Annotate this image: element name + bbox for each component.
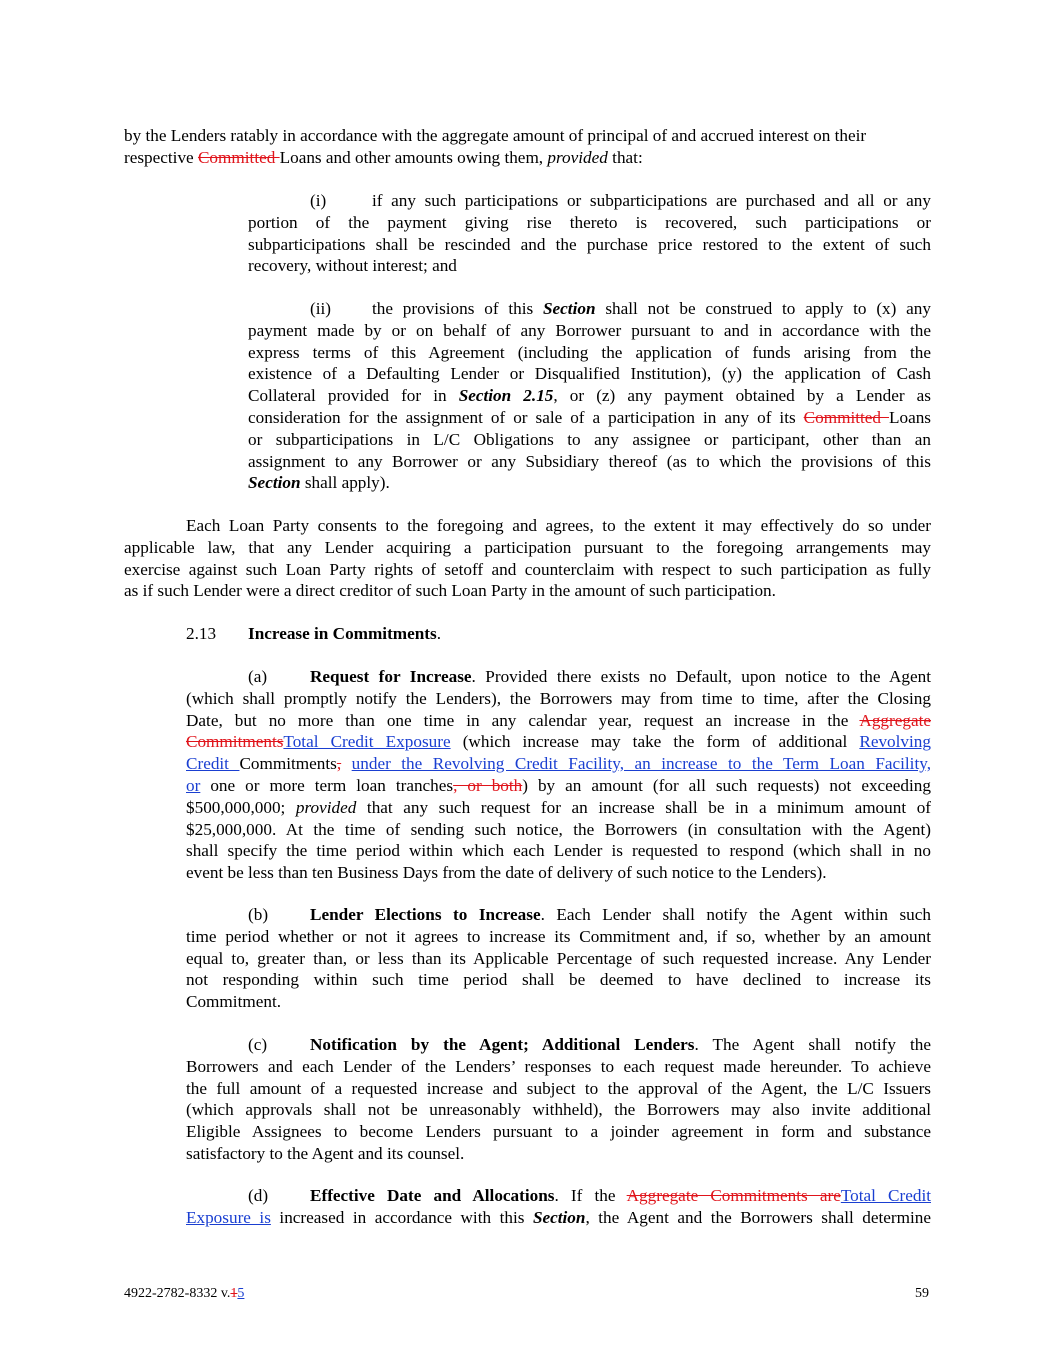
text-line: not responding within such time period shall be deemed to have declined to increase its	[186, 970, 931, 990]
clause-number: (i)	[310, 191, 327, 210]
inserted-text: Exposure is	[186, 1207, 271, 1227]
text-line: (c) Notification by the Agent; Additional Lenders. The Agent shall notify the	[248, 1035, 932, 1054]
paragraph-lenders-ratably	[124, 125, 931, 169]
inserted-text: or	[186, 775, 201, 795]
text-line: exercise against such Loan Party rights of setoff and counterclaim with respect to such participation as fully	[124, 559, 931, 579]
subsection-b	[186, 904, 931, 1013]
text-line: (a) Request for Increase. Provided there exists no Default, upon notice to the Agent	[248, 667, 931, 686]
text-line: satisfactory to the Agent and its counsel.	[186, 1143, 465, 1163]
deleted-text: 1	[230, 1286, 238, 1301]
inserted-text: Revolving	[859, 732, 931, 752]
text-line: existence of a Defaulting Lender or Disqualified Institution), (y) the application of Cash	[248, 364, 931, 384]
text-line: (which approvals shall not be unreasonably withheld), the Borrowers may also invite additional	[186, 1100, 931, 1120]
text-line: Borrowers and each Lender of the Lenders’ responses to each request made hereunder. To achieve	[186, 1056, 931, 1076]
inserted-text: Total Credit	[840, 1186, 931, 1205]
text-line: recovery, without interest; and	[248, 256, 457, 276]
text-line: Exposure is increased in accordance with this Section, the Agent and the Borrowers shall determine	[186, 1207, 931, 1227]
text-line: (which shall promptly notify the Lenders), the Borrowers may from time to time, after the Closing	[186, 688, 931, 708]
text-line: consideration for the assignment of or sale of a participation in any of its Committed Loans	[248, 407, 931, 427]
inserted-text: Total Credit Exposure	[283, 732, 451, 752]
clause-number: (c)	[248, 1035, 268, 1054]
text-line: time period whether or not it agrees to increase its Commitment and, if so, whether by an amount	[186, 926, 931, 946]
text-line: Each Loan Party consents to the foregoing and agrees, to the extent it may effectively do so under	[186, 516, 931, 535]
inserted-text: Credit	[186, 754, 240, 774]
deleted-text: Committed	[197, 147, 280, 167]
text-line: (b) Lender Elections to Increase. Each Lender shall notify the Agent within such	[248, 905, 931, 924]
text-line: (d) Effective Date and Allocations. If the Aggregate Commitments areTotal Credit	[248, 1186, 931, 1205]
subsection-d	[186, 1185, 931, 1229]
text-line: event be less than ten Business Days from the date of delivery of such notice to the Lenders).	[186, 863, 827, 883]
page-number: 59	[915, 1286, 929, 1301]
subsection-c	[186, 1034, 931, 1165]
text-line: $25,000,000. At the time of sending such notice, the Borrowers (in consultation with the Agent)	[186, 819, 931, 839]
text-line: Credit Commitments, under the Revolving Credit Facility, an increase to the Term Loan Facility,	[186, 754, 932, 774]
text-line: respective Committed Loans and other amounts owing them, provided that:	[124, 147, 643, 167]
clause-number: (b)	[248, 905, 269, 924]
text-line: or one or more term loan tranches, or both) by an amount (for all such requests) not exceeding	[186, 775, 931, 795]
text-line: the full amount of a requested increase and subject to the approval of the Agent, the L/C Issuers	[186, 1078, 931, 1098]
clause-number: (a)	[248, 667, 268, 686]
clause-ii	[248, 298, 931, 494]
text-line: Eligible Assignees to become Lenders pursuant to a joinder agreement in form and substance	[186, 1122, 931, 1142]
deleted-text: ,	[336, 754, 342, 774]
deleted-text: Commitments	[186, 732, 284, 752]
clause-number: (ii)	[310, 299, 331, 318]
deleted-text: Aggregate	[859, 710, 931, 730]
text-line: Collateral provided for in Section 2.15, or (z) any payment obtained by a Lender as	[248, 386, 931, 406]
inserted-text: under the Revolving Credit Facility, an increase to the Term Loan Facility,	[351, 754, 932, 774]
text-line: shall specify the time period within which each Lender is requested to respond (which shall in no	[186, 841, 931, 861]
paragraph-loan-party-consents	[124, 515, 931, 602]
text-line: payment made by or on behalf of any Borrower pursuant to and in accordance with the	[248, 320, 931, 340]
text-line: CommitmentsTotal Credit Exposure (which increase may take the form of additional Revolving	[186, 732, 931, 752]
text-line: by the Lenders ratably in accordance with the aggregate amount of principal of and accrued interest on their	[124, 126, 867, 145]
deleted-text: Committed	[803, 407, 889, 427]
clause-i	[248, 190, 931, 277]
text-line: applicable law, that any Lender acquiring a participation pursuant to the foregoing arrangements may	[124, 537, 931, 557]
text-line: $500,000,000; provided that any such request for an increase shall be in a minimum amount of	[186, 797, 932, 817]
text-line: or subparticipations in L/C Obligations to any assignee or participant, other than an	[248, 429, 931, 449]
text-line: Section shall apply).	[248, 473, 390, 493]
section-heading-2-13: 2.13 Increase in Commitments.	[186, 624, 442, 643]
clause-number: (d)	[248, 1186, 269, 1205]
text-line: as if such Lender were a direct creditor of such Loan Party in the amount of such participation.	[124, 581, 776, 601]
section-title: Increase in Commitments	[248, 624, 437, 643]
subsection-a	[186, 666, 931, 884]
inserted-text: 5	[237, 1286, 245, 1301]
deleted-text: , or both	[453, 775, 523, 795]
text-line: Date, but no more than one time in any calendar year, request an increase in the Aggregate	[186, 710, 931, 730]
text-line: subparticipations shall be rescinded and the purchase price restored to the extent of such	[248, 234, 931, 254]
text-line: express terms of this Agreement (including the application of funds arising from the	[248, 342, 931, 362]
text-line: equal to, greater than, or less than its Applicable Percentage of such requested increase. Any Lender	[186, 948, 931, 968]
text-line: assignment to any Borrower or any Subsidiary thereof (as to which the provisions of this	[248, 451, 931, 471]
text-line: Commitment.	[186, 992, 282, 1012]
document-id: 4922-2782-8332 v.15	[124, 1286, 245, 1301]
text-line: (ii) the provisions of this Section shall not be construed to apply to (x) any	[310, 299, 931, 318]
text-line: (i) if any such participations or subparticipations are purchased and all or any	[310, 191, 931, 210]
text-line: portion of the payment giving rise thereto is recovered, such participations or	[248, 212, 931, 232]
section-number: 2.13	[186, 624, 217, 643]
deleted-text: Aggregate Commitments are	[626, 1186, 841, 1205]
